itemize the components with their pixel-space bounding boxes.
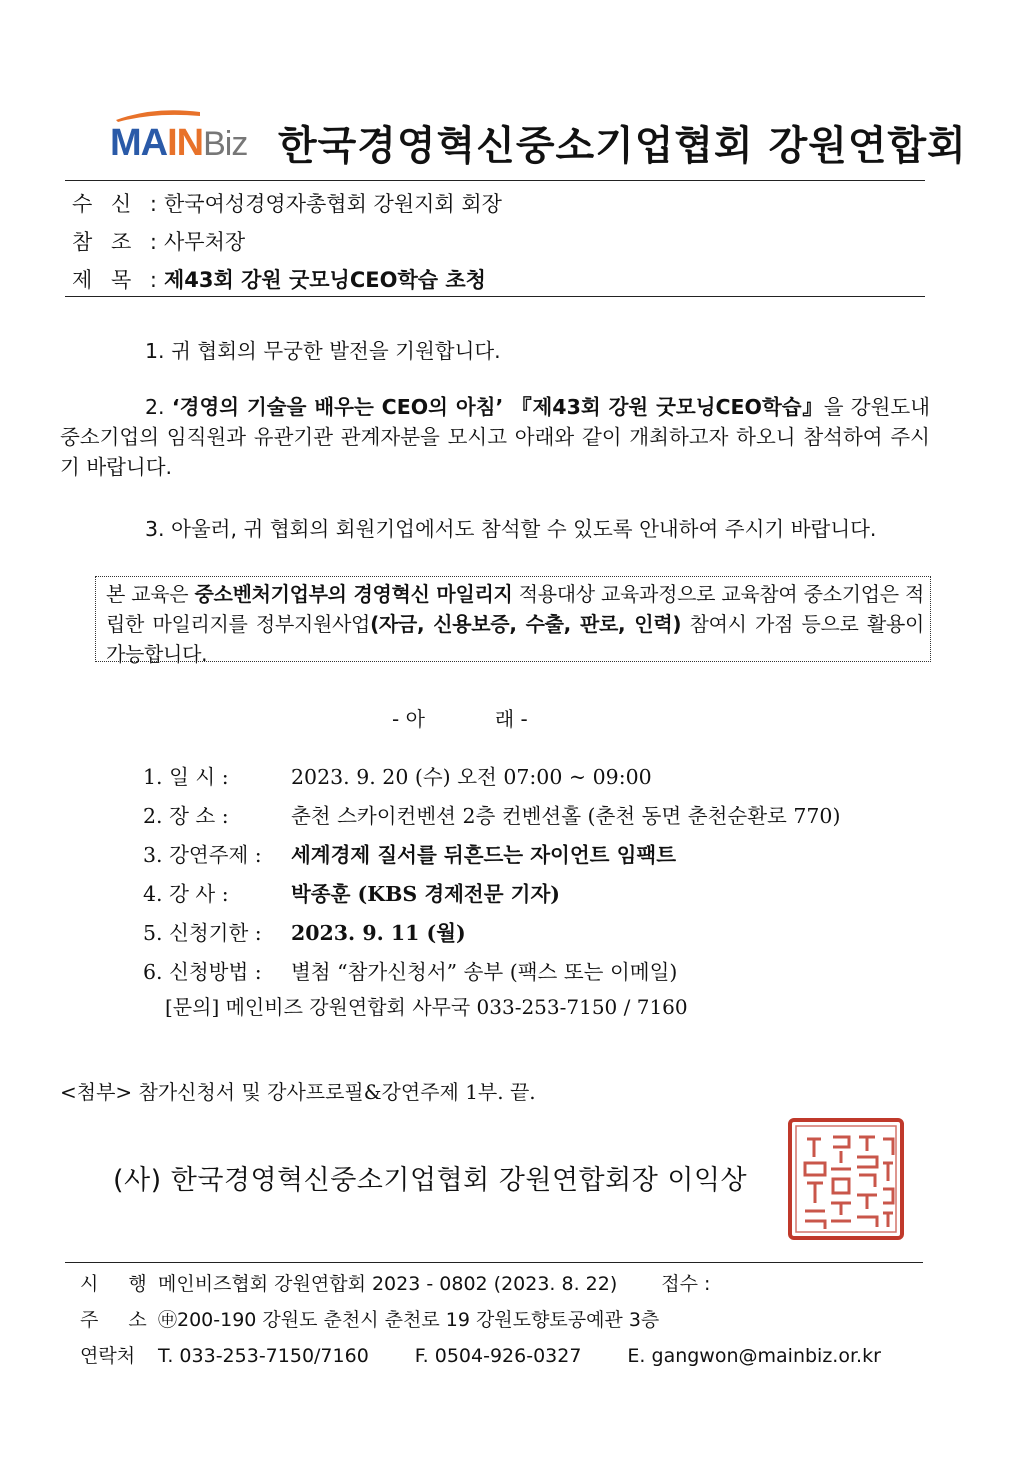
- footer-address-key: 주 소: [80, 1309, 159, 1331]
- detail-label: 5. 신청기한 :: [143, 921, 262, 945]
- detail-value: 박종훈 (KBS 경제전문 기자): [291, 882, 560, 906]
- footer-receipt-label: 접수 :: [661, 1273, 711, 1295]
- recipient-value: 한국여성경영자총협회 강원지회 회장: [164, 192, 502, 216]
- detail-value: 2023. 9. 20 (수) 오전 07:00 ~ 09:00: [291, 765, 652, 789]
- recipient-key: 수 신 :: [72, 192, 163, 216]
- notice-text-2: 적용대상 교육과정으로 교육참여 중소기업은 적립한 마일리지를 정부지원사업: [106, 582, 924, 636]
- p2-bold-title: ‘경영의 기술을 배우는 CEO의 아침’ 『제43회 강원 굿모닝CEO학습』: [171, 395, 824, 419]
- notice-text-1: 본 교육은: [106, 582, 195, 606]
- below-heading: - 아 래 -: [392, 707, 528, 731]
- footer-issue-key: 시 행: [80, 1273, 159, 1295]
- reference-value: 사무처장: [164, 230, 246, 254]
- p2-number: 2.: [145, 395, 172, 419]
- header-top-rule: [65, 180, 925, 181]
- header-subject-row: [72, 264, 486, 294]
- header-reference-row: [72, 226, 245, 256]
- header-bottom-rule: [65, 296, 925, 297]
- org-title: 한국경영혁신중소기업협회 강원연합회: [278, 123, 967, 169]
- p2-text: 을 강원도내 중소기업의 임직원과 유관기관 관계자분을 모시고 아래와 같이 개최하고자 하오니 참석하여 주시기 바랍니다.: [60, 395, 931, 479]
- detail-item-deadline: [143, 916, 466, 946]
- footer-contact-row: [80, 1341, 881, 1368]
- mileage-notice-box: [95, 576, 931, 666]
- footer-tel: T. 033-253-7150/7160: [158, 1345, 369, 1367]
- detail-label: 3. 강연주제 :: [143, 843, 262, 867]
- detail-item-venue: [143, 799, 840, 829]
- subject-key: 제 목 :: [72, 268, 163, 292]
- paragraph-3: 3. 아울러, 귀 협회의 회원기업에서도 참석할 수 있도록 안내하여 주시기 바랍니다.: [145, 517, 877, 541]
- paragraph-1: 1. 귀 협회의 무궁한 발전을 기원합니다.: [145, 339, 501, 363]
- paragraph-2: [60, 392, 930, 482]
- notice-bold-2: (자금, 신용보증, 수출, 판로, 인력): [370, 612, 682, 636]
- detail-value: 춘천 스카이컨벤션 2층 컨벤션홀 (춘천 동면 춘천순환로 770): [291, 804, 841, 828]
- detail-value: 2023. 9. 11 (월): [291, 921, 466, 945]
- detail-value: 세계경제 질서를 뒤흔드는 자이언트 임팩트: [291, 843, 677, 867]
- logo-text-in: IN: [167, 122, 204, 164]
- detail-item-method: [143, 955, 677, 985]
- footer-rule: [65, 1262, 923, 1263]
- footer-address-value: ㊥200-190 강원도 춘천시 춘천로 19 강원도향토공예관 3층: [158, 1309, 660, 1331]
- notice-text-3: 참여시 가점 등으로 활용이 가능합니다.: [106, 612, 925, 666]
- detail-label: 1. 일 시 :: [143, 765, 229, 789]
- official-seal-icon: [787, 1117, 905, 1241]
- reference-key: 참 조 :: [72, 230, 163, 254]
- attachment-line: <첨부> 참가신청서 및 강사프로필&강연주제 1부. 끝.: [60, 1080, 536, 1104]
- detail-item-topic: [143, 838, 676, 868]
- inquiry-line: [문의] 메인비즈 강원연합회 사무국 033-253-7150 / 7160: [165, 995, 688, 1019]
- detail-item-datetime: [143, 760, 652, 790]
- detail-item-speaker: [143, 877, 560, 907]
- footer-issue-value: 메인비즈협회 강원연합회 2023 - 0802 (2023. 8. 22): [158, 1273, 618, 1295]
- logo-wordmark: [110, 122, 247, 165]
- logo-swoosh-icon: [114, 108, 202, 122]
- logo-text-biz: Biz: [203, 125, 248, 163]
- detail-label: 4. 강 사 :: [143, 882, 229, 906]
- footer-issue-row: [80, 1269, 710, 1296]
- notice-bold-1: 중소벤처기업부의 경영혁신 마일리지: [194, 582, 513, 606]
- footer-email: E. gangwon@mainbiz.or.kr: [627, 1345, 881, 1367]
- logo-text-ma: MA: [110, 122, 168, 164]
- header-recipient-row: [72, 188, 502, 218]
- mainbiz-logo: [110, 108, 252, 170]
- signature-line: (사) 한국경영혁신중소기업협회 강원연합회장 이익상: [113, 1165, 748, 1196]
- footer-fax: F. 0504-926-0327: [414, 1345, 582, 1367]
- footer-address-row: [80, 1305, 659, 1332]
- detail-value: 별첨 “참가신청서” 송부 (팩스 또는 이메일): [291, 960, 678, 984]
- footer-contact-key: 연락처: [80, 1345, 136, 1367]
- detail-label: 2. 장 소 :: [143, 804, 229, 828]
- detail-label: 6. 신청방법 :: [143, 960, 262, 984]
- subject-value: 제43회 강원 굿모닝CEO학습 초청: [164, 268, 486, 292]
